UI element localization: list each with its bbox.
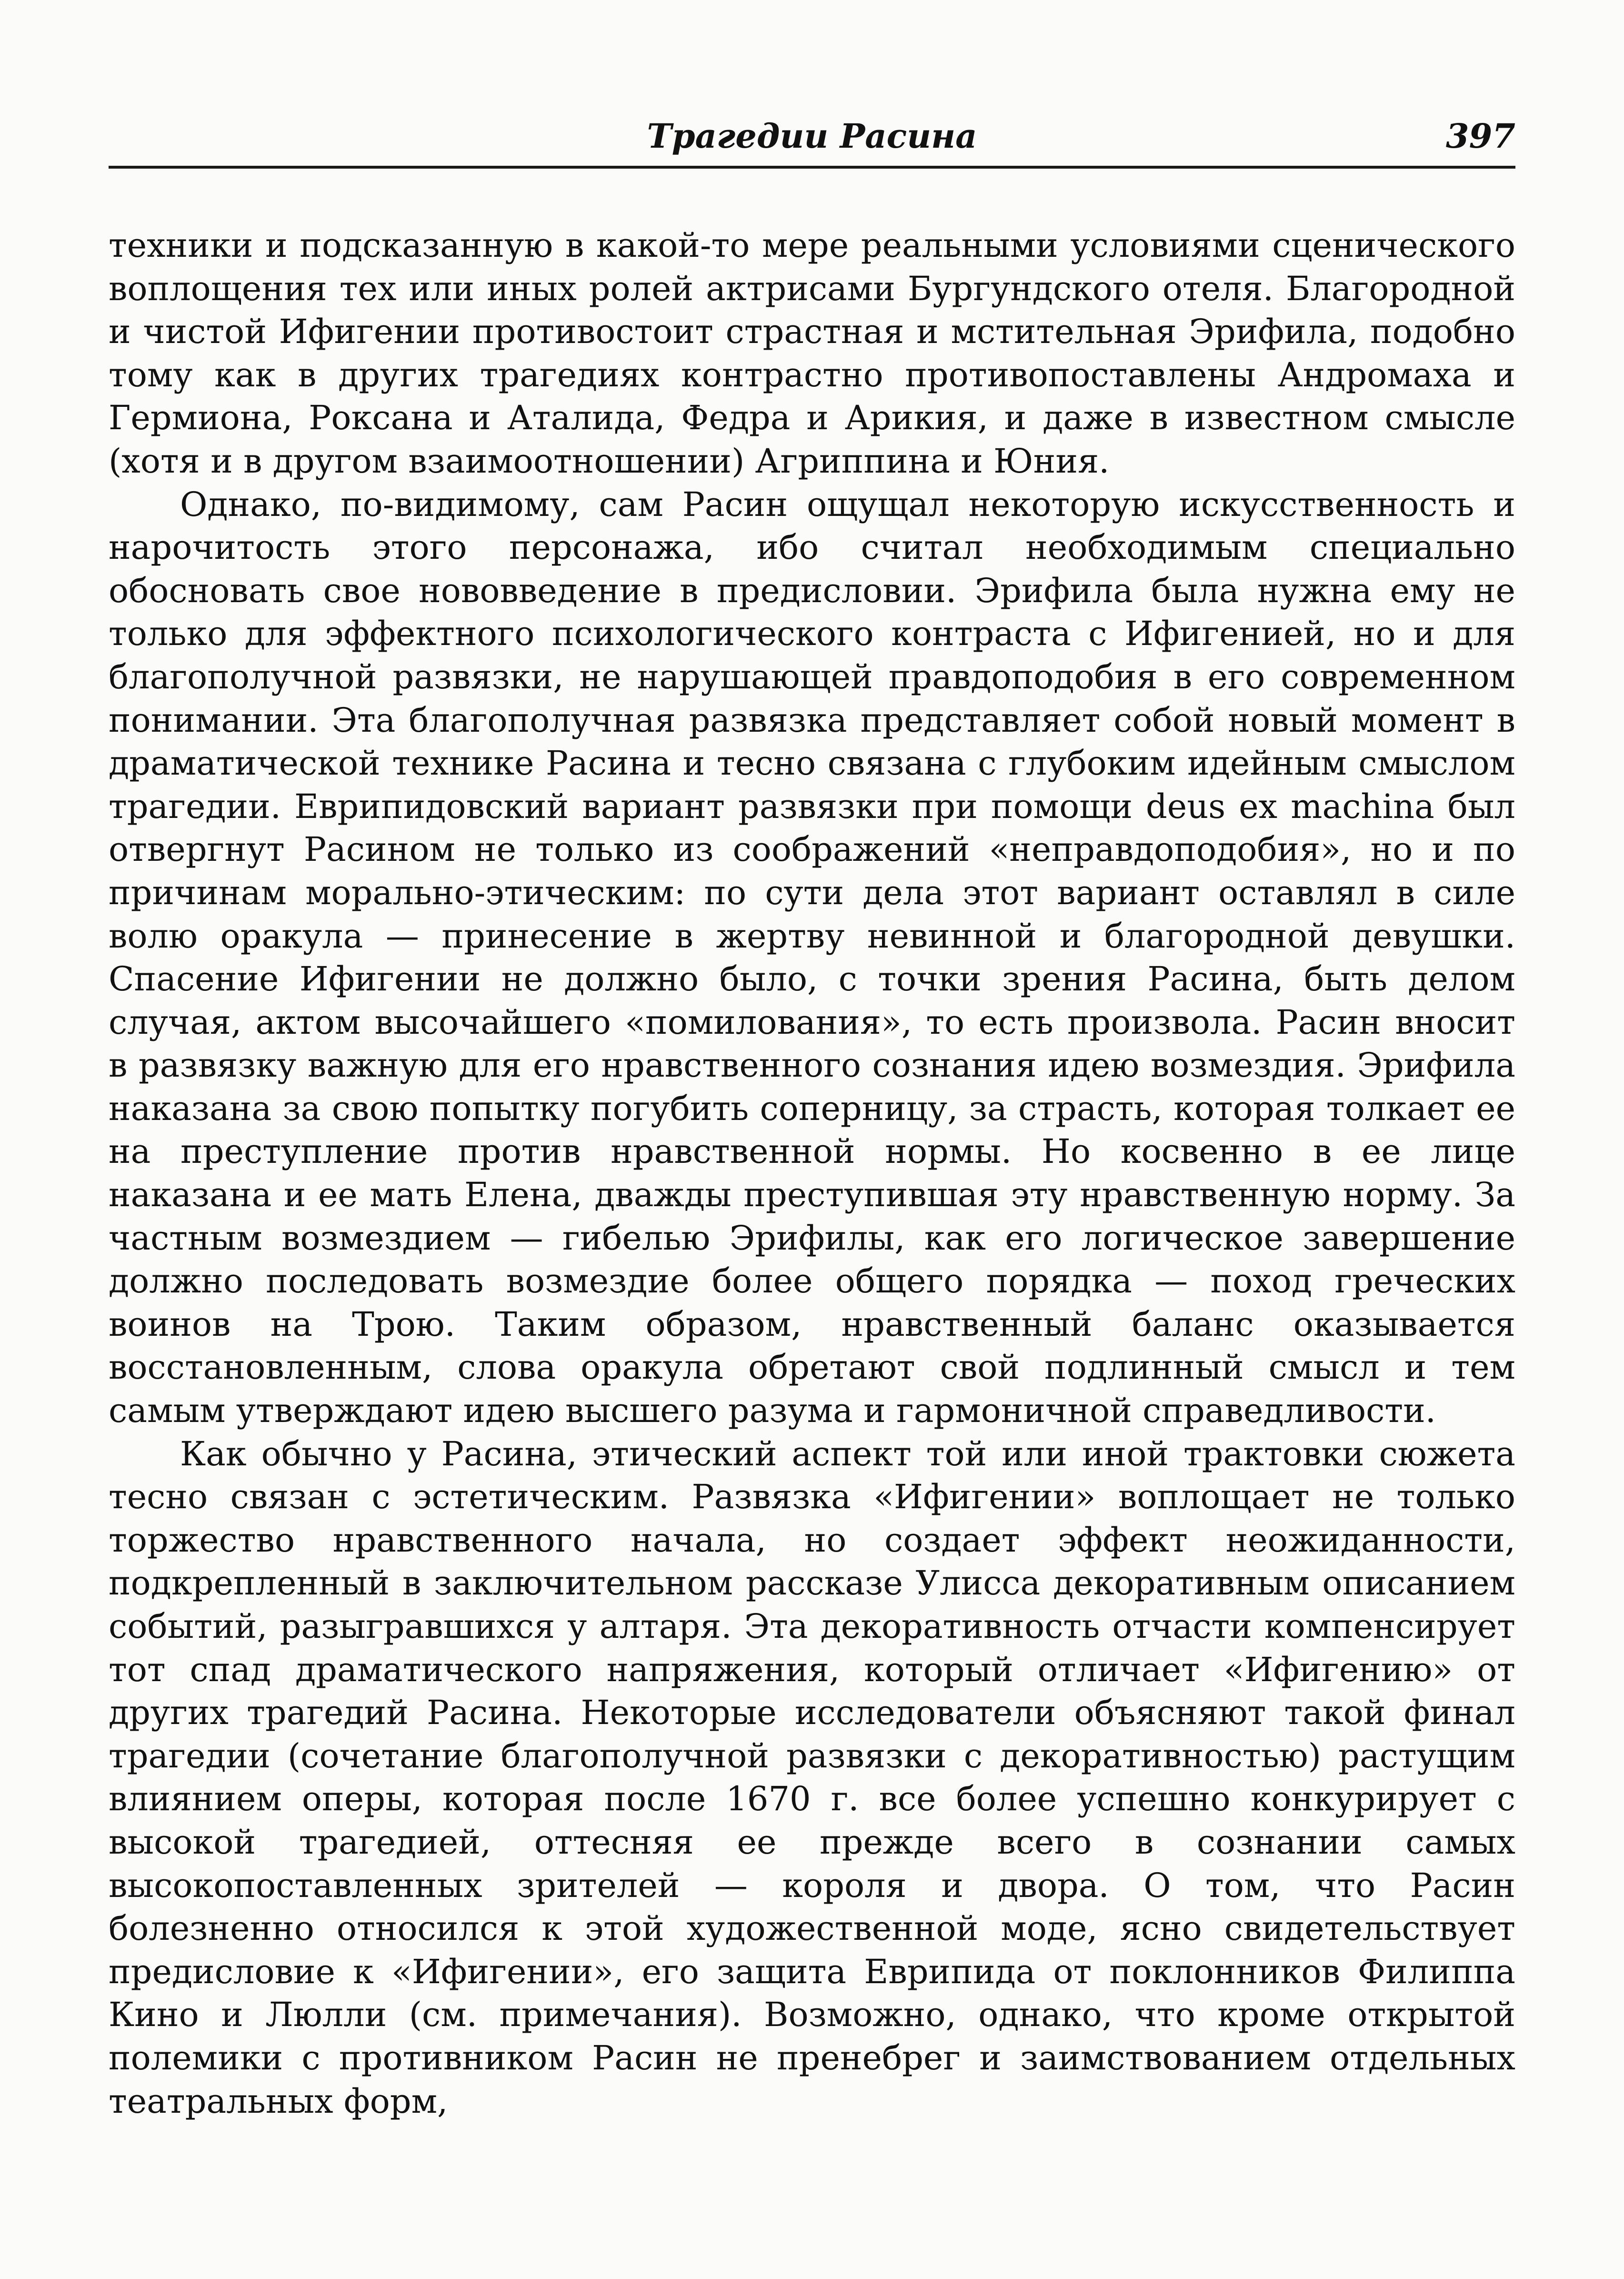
paragraph-eriphyle-denouement: Однако, по-видимому, сам Расин ощущал некоторую искусственность и нарочитость этого персонажа, ибо считал необходимым специально обосновать свое нововведение в предисловии. Эрифила была нужна ему не только для эффектного психологического контраста с Ифигенией, но и для благополучной развязки, не нарушающей правдоподобия в его современном понимании. Эта благополучная развязка представляет собой новый момент в драматической технике Расина и тесно связана с глубоким идейным смыслом трагедии. Еврипидовский вариант развязки при помощи deus ex machina был отвергнут Расином не только из соображений «неправдоподобия», но и по причинам морально-этическим: по сути дела этот вариант оставлял в силе волю оракула — принесение в жертву невинной и благородной девушки. Спасение Ифигении не должно было, с точки зрения Расина, быть делом случая, актом высочайшего «помилования», то есть произвола. Расин вносит в развязку важную для его нравственного сознания идею возмездия. Эрифила наказана за свою попытку погубить соперницу, за страсть, которая толкает ее на преступление против нравственной нормы. Но косвенно в ее лице наказана и ее мать Елена, дважды преступившая эту нравственную норму. За частным возмездием — гибелью Эрифилы, как его логическое завершение должно последовать возмездие более общего порядка — поход греческих воинов на Трою. Таким образом, нравственный баланс оказывается восстановленным, слова оракула обретают свой подлинный смысл и тем самым утверждают идею высшего разума и гармоничной справедливости. [109,484,1515,1431]
body-text [109,224,1515,2123]
running-header [109,109,1515,169]
paragraph-ethics-aesthetics: Как обычно у Расина, этический аспект той или иной трактовки сюжета тесно связан с эстетическим. Развязка «Ифигении» воплощает не только торжество нравственного начала, но создает эффект неожиданности, подкрепленный в заключительном рассказе Улисса декоративным описанием событий, разыгравшихся у алтаря. Эта декоративность отчасти компенсирует тот спад драматического напряжения, который отличает «Ифигению» от других трагедий Расина. Некоторые исследователи объясняют такой финал трагедии (сочетание благополучной развязки с декоративностью) растущим влиянием оперы, которая после 1670 г. все более успешно конкурирует с высокой трагедией, оттесняя ее прежде всего в сознании самых высокопоставленных зрителей — короля и двора. О том, что Расин болезненно относился к этой художественной моде, ясно свидетельствует предисловие к «Ифигении», его защита Еврипида от поклонников Филиппа Кино и Люлли (см. примечания). Возможно, однако, что кроме открытой полемики с противником Расин не пренебрег и заимствованием отдельных театральных форм, [109,1434,1515,2121]
paragraph-continued: техники и подсказанную в какой-то мере реальными условиями сценического воплощения тех или иных ролей актрисами Бургундского отеля. Благородной и чистой Ифигении противостоит страстная и мстительная Эрифила, подобно тому как в других трагедиях контрастно противопоставлены Андромаха и Гермиона, Роксана и Аталида, Федра и Арикия, и даже в известном смысле (хотя и в другом взаимоотношении) Агриппина и Юния. [109,226,1515,481]
page-number: 397 [1445,116,1515,156]
running-title: Трагедии Расина [647,116,977,156]
